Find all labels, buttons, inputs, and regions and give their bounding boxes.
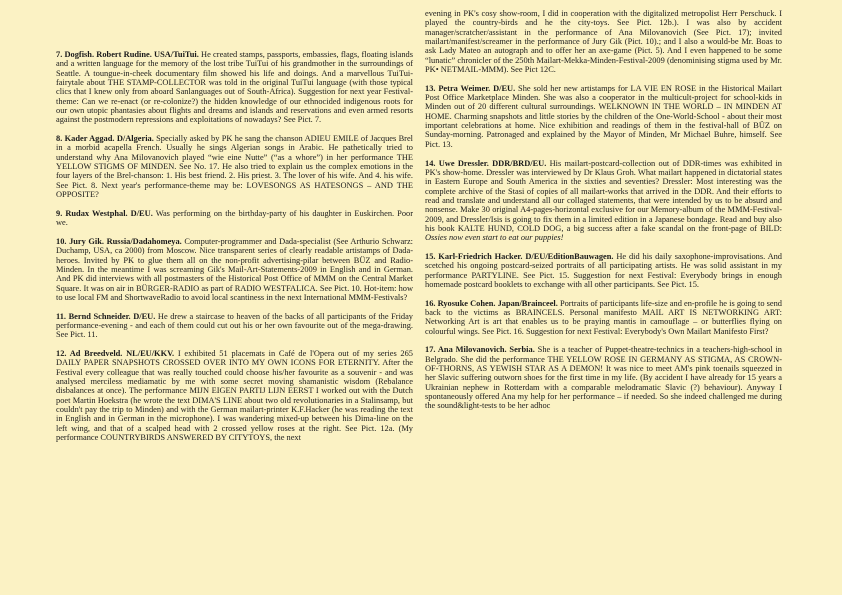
entry-heading: 12. Ad Breedveld. NL/EU/KKV. (56, 349, 175, 358)
entry-8 (56, 134, 413, 199)
entry-12 (56, 349, 413, 442)
entry-heading: 15. Karl-Friedrich Hacker. D/EU/EditionBauwagen. (425, 251, 614, 261)
entry-body: He created stamps, passports, embassies, flags, floating islands and a written language for the memory of the lost tribe TuiTui of his grandmother in the surroundings of Seattle. A toungue-in-cheek documentary film showed his life and doings. And a marvellous TuiTui-fairytale about THE STAMP-COLLECTOR was told in the original TuiTui language (with those typical clics that I knew only from aboard Sanlanguages out of South-Africa). Suggestion for next year Festival-theme: Can we re-enact (or re-colonize?) the hidden knowledge of our ethnocided indigenous roots for our own utopic phantasies about flights and dreams and islands and reservations and even armed resorts against the postmodern repressions and exploitations of nowadays? See Pict. 7. (56, 50, 413, 125)
entry-heading: 10. Jury Gik. Russia/Dadahomeya. (56, 236, 182, 246)
entry-15 (425, 252, 782, 289)
entry-body: He drew a staircase to heaven of the backs of all participants of the Friday performance-evening - and each of them could cut out his or her own favourite out of the mega-drawing. See Pict. 11. (56, 311, 413, 340)
entry-body: He did his daily saxophone-improvisations. And scetched his ongoing postcard-seized portraits of all participating artists. He was solid assistant in my performance PARTYLINE. See Pict. 15. Suggestion for next Festival: Everybody brings in enough homemade postcard booklets to exchange with all other participants. See Pict. 15. (425, 251, 782, 289)
entry-body: She is a teacher of Puppet-theatre-technics in a teachers-high-school in Belgrado. She did the performance THE YELLOW ROSE IN GERMANY AS STIGMA, AS CROWN-OF-THORNS, AS YEWISH STAR AS A DEMON! It was nice to meet AM's pink toenails squeezed in her Slavic suffering outworn shoes for the first time in my life. (By accident I have already for 15 years a Ukrainian nephew in Rotterdam with a comparable melodramatic Slavic (?) behaviour). Anyway I spontaneously offered Ana my help for her performance – if needed. So she indeed challenged me during the sound&light-tests to be her adhoc (425, 345, 782, 411)
entry-7 (56, 50, 413, 125)
entry-heading: 11. Bernd Schneider. D/EU. (56, 311, 156, 321)
entry-body: Computer-programmer and Dada-specialist (See Arthurio Schwarz: Duchamp, USA, ca 2000) from Moscow. Nice transparent series of clearly readable artistamps of Dada-heroes. Invited by PK to glue them all on the non-profit advertising-pilar between BÜZ and Radio-Minden. In the meantime I was screaming Gik's Mail-Art-Statements-2009 in English and in German. And PK did interviews with all postmasters of the Historical Post Office of MMM on the Central Market Square. It was on air in BÜRGER-RADIO as part of RADIO WESTFALICA. See Pict. 10. Hot-item: how to use local FM and ShortwaveRadio to avoid local scantiness in the next International MMM-Festivals? (56, 236, 413, 302)
entry-italic-quote: Ossies now even start to eat our puppies! (425, 233, 564, 243)
entry-heading: 17. Ana Milovanovich. Serbia. (425, 345, 535, 355)
entry-body: Portraits of participants life-size and en-profile he is going to send back to the victims as BRAINCELS. Personal manifesto MAIL ART IS NETWORKING ART: Networking Art is art that enables us to be praying mantis in camouflage – or butterflies flying on colourful wings. See Pict. 16. Suggestion for next Festival: Everybody's Own Mailart Manifesto First? (425, 298, 782, 336)
entry-heading: 16. Ryosuke Cohen. Japan/Brainceel. (425, 298, 558, 308)
continued-fragment: evening in PK's cosy show-room, I did in cooperation with the digitalized metropolist Herr Perschuck. I played the country-birds and he the city-toys. See Pict. 12b.). I was also by accident manager/scratcher/assistant in the performance of Ana Milovanovich (See Pict. 17); invited mailart/manifest/screamer in the performance of Jury Gik (Pict. 10).; and I also a would-be Mr. Boas to ask Lady Mateo an autograph and to offer her an axe-game (Pict. 5). And I even happened to be some “lunatic” chronicler of the 250th Mailart-Mekka-Minden-Festival-2009 (denominising stigma used by Mr. PK• NETMAIL-MMM). See Pict 12C. (425, 9, 782, 75)
entry-13 (425, 84, 782, 149)
entry-heading: 13. Petra Weimer. D/EU. (425, 83, 516, 93)
entry-11 (56, 312, 413, 340)
entry-body: I exhibited 51 placemats in Café de l'Opera out of my series 265 DAILY PAPER SNAPSHOTS CROSSED OVER INTO MY OWN ICONS FOR ETERNITY. After the Festival every colleague that was really touched could choose his/her favourite as a souvenir - and was analysed merciless mediamatic by me with some secret moving shamanistic wisdom (Rebalance disbalances at once). The performance MIJN EIGEN PARTIJ LIJN EERST I worked out with the Dutch poet Martin Hoekstra (he wrote the text DIMA'S LINE about two old revolutionaries in a Stalinsamp, but couldn't pay the trip to Minden) and with the German mailart-printer K.F.Hacker (he was reading the text in English and in German in the microphone). I was wandering mixed-up between his Dima-line on the left wing, and that of a scalped head with 2 crossed yellow roses at the right. See Pict. 12a. (My performance COUNTRYBIRDS ANSWERED BY CITYTOYS, the next (56, 349, 413, 443)
entry-heading: 14. Uwe Dressler. DDR/BRD/EU. (425, 158, 547, 168)
entry-17 (425, 345, 782, 410)
entry-body: His mailart-postcard-collection out of DDR-times was exhibited in PK's show-home. Dressler was interviewed by Dr Klaus Groh. What mailart happened in dictatorial states in Eastern Europe and South America in the sixties and seventies? Dressler: Most interesting was the complete archive of the Stasi of copies of all mailart-works that arrived in the DDR. And their efforts to read and translate and understand all our collaged statements, that were intended by us to be absurd and nonsense. Make 30 original A4-pages-horizontal exclusive for our Memory-album of the MMM-Festival-2009, and Dressler/Isis is going to fix them in a limited edition in a Japanese bondage. Read and buy also his book KALTE HUND, COLD DOG, a big success after a fake scandal on the front-page of BILD: (425, 158, 782, 233)
entry-heading: 7. Dogfish. Robert Rudine. USA/TuiTui. (56, 50, 199, 59)
entry-heading: 8. Kader Aggad. D/Algeria. (56, 134, 154, 144)
entry-9 (56, 209, 413, 228)
entry-body: Specially asked by PK he sang the chanson ADIEU EMILE of Jacques Brel in a morbid acapella French. Usually he sings Algerian songs in Arabic. He pathetically tried to understand why Ana Milovanovich played “wie eine Nutte” (“as a whore”) in her performance THE YELLOW STIGMS OF MINDEN. See No. 17. He also tried to explain us the complex emotions in the four layers of the Brel-chanson: 1. His best friend. 2. His priest. 3. The lover of his wife. And 4. his wife. See Pict. 8. Next year's performance-theme may be: LOVESONGS AS HATESONGS – AND THE OPPOSITE? (56, 134, 413, 200)
entry-10 (56, 237, 413, 302)
left-column (56, 50, 413, 452)
entry-body: Was performing on the birthday-party of his daughter in Euskirchen. Poor we. (56, 208, 413, 228)
entry-body: She sold her new artistamps for LA VIE EN ROSE in the Historical Mailart Post Office Marketplace Minden. She was also a cooperator in the multicult-project for school-kids in Minden out of 20 different cultural surroundings. WELKNOWN IN THE WORLD – IN MINDEN AT HOME. Charming snapshots and little stories by the children of the One-World-School - about their most important celebrations at home. Nice exhibition and readings of them in the festival-hall of BÜZ on Sunday-morning. Patronaged and explained by the Mayor of Minden, Mr Michael Buhre, himself. See Pict. 13. (425, 83, 783, 149)
entry-16 (425, 299, 782, 336)
entry-14 (425, 159, 782, 243)
entry-heading: 9. Rudax Westphal. D/EU. (56, 208, 153, 218)
right-column (425, 9, 782, 420)
